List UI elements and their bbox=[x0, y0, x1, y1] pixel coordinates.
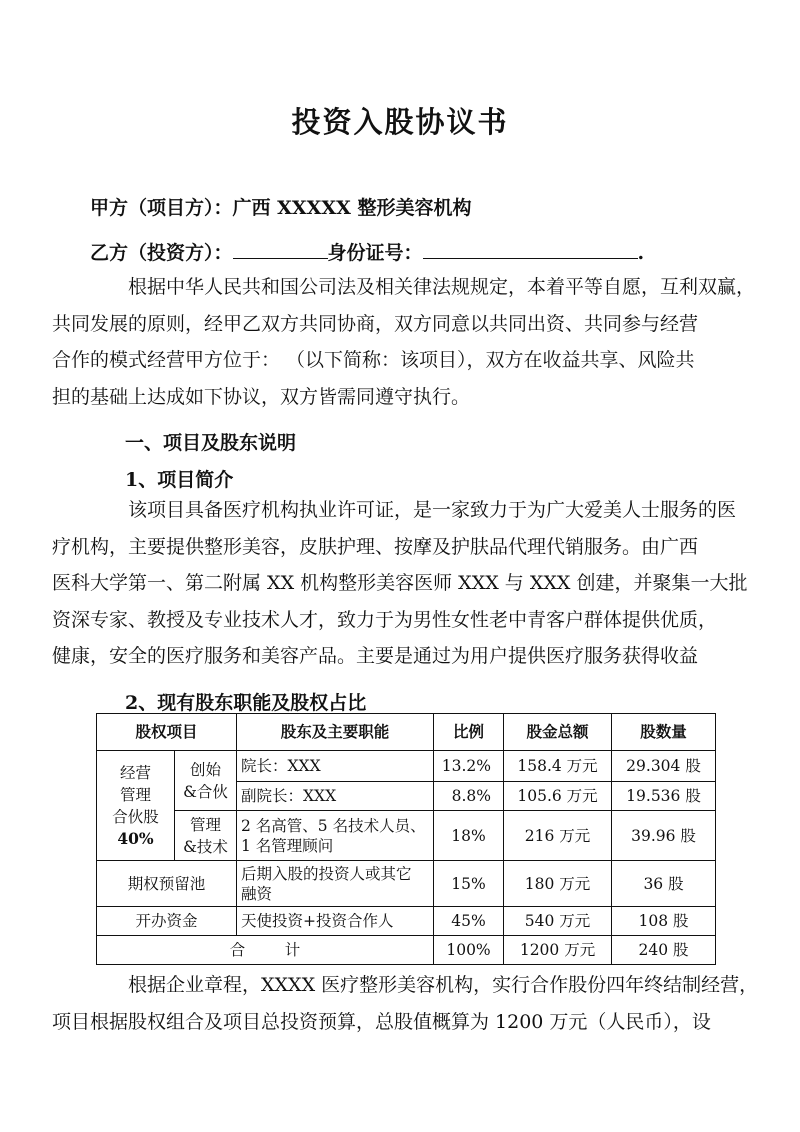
startup-ratio: 45% bbox=[434, 907, 504, 936]
option-shares: 36 股 bbox=[612, 861, 716, 907]
total-amount: 1200 万元 bbox=[504, 936, 612, 965]
mgmt-shares: 39.96 股 bbox=[612, 811, 716, 861]
intro-line: 合作的模式经营甲方位于： （以下简称：该项目），双方在收益共享、风险共 bbox=[52, 349, 695, 372]
mgmt-ratio: 18% bbox=[434, 811, 504, 861]
intro-line: 共同发展的原则，经甲乙双方共同协商，双方同意以共同出资、共同参与经营 bbox=[52, 312, 699, 335]
vice-dean-shares: 19.536 股 bbox=[612, 782, 716, 811]
subsection-heading: 2、现有股东职能及股权占比 bbox=[125, 692, 367, 714]
project-line: 资深专家、教授及专业技术人才，致力于为男性女性老中青客户群体提供优质， bbox=[52, 608, 718, 631]
vice-dean-ratio: 8.8% bbox=[434, 782, 504, 811]
party-b-label: 乙方（投资方）： bbox=[90, 242, 233, 264]
header-shareholder: 股东及主要职能 bbox=[237, 714, 434, 751]
intro-line: 根据中华人民共和国公司法及相关律法规规定，本着平等自愿，互利双赢， bbox=[128, 276, 756, 298]
group-label: 经营 管理 合伙股 bbox=[112, 763, 159, 826]
header-equity-item: 股权项目 bbox=[97, 714, 237, 751]
startup-desc: 天使投资+投资合作人 bbox=[237, 907, 434, 936]
party-a-line: 甲方（项目方）：广西 XXXXX 整形美容机构 bbox=[90, 197, 472, 219]
project-line: 疗机构，主要提供整形美容，皮肤护理、按摩及护肤品代理代销服务。由广西 bbox=[52, 535, 699, 558]
intro-line: 担的基础上达成如下协议，双方皆需同遵守执行。 bbox=[52, 385, 471, 408]
document-title: 投资入股协议书 bbox=[291, 105, 509, 139]
id-number-blank[interactable] bbox=[423, 240, 638, 259]
startup-label: 开办资金 bbox=[97, 907, 237, 936]
project-line: 健康，安全的医疗服务和美容产品。主要是通过为用户提供医疗服务获得收益 bbox=[52, 645, 699, 668]
investor-name-blank[interactable] bbox=[233, 240, 328, 259]
vice-dean-amount: 105.6 万元 bbox=[504, 782, 612, 811]
table-total-row bbox=[97, 936, 716, 965]
table-row bbox=[97, 907, 716, 936]
founder-label: 创始 &合伙 bbox=[175, 751, 237, 811]
option-ratio: 15% bbox=[434, 861, 504, 907]
mgmt-desc: 2 名高管、5 名技术人员、 1 名管理顾问 bbox=[237, 811, 434, 861]
header-shares: 股数量 bbox=[612, 714, 716, 751]
startup-shares: 108 股 bbox=[612, 907, 716, 936]
table-row bbox=[97, 751, 716, 782]
closing-line: 项目根据股权组合及项目总投资预算，总股值概算为 1200 万元（人民币），设 bbox=[52, 1010, 711, 1033]
subsection-heading: 1、项目简介 bbox=[125, 469, 234, 491]
option-desc: 后期入股的投资人或其它 融资 bbox=[237, 861, 434, 907]
closing-line: 根据企业章程，XXXX 医疗整形美容机构，实行合作股份四年终结制经营， bbox=[128, 974, 759, 996]
group-percent: 40% bbox=[117, 828, 154, 848]
party-b-period: . bbox=[637, 242, 645, 264]
closing-paragraph bbox=[52, 967, 759, 1040]
option-amount: 180 万元 bbox=[504, 861, 612, 907]
dean-amount: 158.4 万元 bbox=[504, 751, 612, 782]
equity-table bbox=[96, 713, 716, 965]
party-b-line bbox=[90, 238, 644, 265]
project-line: 医科大学第一、第二附属 XX 机构整形美容医师 XXX 与 XXX 创建，并聚集一大批 bbox=[52, 572, 748, 595]
total-ratio: 100% bbox=[434, 936, 504, 965]
section-heading: 一、项目及股东说明 bbox=[125, 432, 297, 454]
option-label: 期权预留池 bbox=[97, 861, 237, 907]
header-ratio: 比例 bbox=[434, 714, 504, 751]
table-header-row bbox=[97, 714, 716, 751]
table-row bbox=[97, 811, 716, 861]
group-cell bbox=[97, 751, 175, 861]
dean-shares: 29.304 股 bbox=[612, 751, 716, 782]
vice-dean-desc: 副院长：XXX bbox=[237, 782, 434, 811]
total-shares: 240 股 bbox=[612, 936, 716, 965]
mgmt-amount: 216 万元 bbox=[504, 811, 612, 861]
dean-desc: 院长：XXX bbox=[237, 751, 434, 782]
header-amount: 股金总额 bbox=[504, 714, 612, 751]
id-number-label: 身份证号： bbox=[327, 242, 423, 264]
table-row bbox=[97, 861, 716, 907]
total-label: 合 计 bbox=[97, 936, 434, 965]
project-line: 该项目具备医疗机构执业许可证，是一家致力于为广大爱美人士服务的医 bbox=[128, 499, 737, 521]
dean-ratio: 13.2% bbox=[434, 751, 504, 782]
startup-amount: 540 万元 bbox=[504, 907, 612, 936]
mgmt-label: 管理 &技术 bbox=[175, 811, 237, 861]
project-paragraph bbox=[52, 492, 748, 675]
intro-paragraph bbox=[52, 269, 756, 415]
